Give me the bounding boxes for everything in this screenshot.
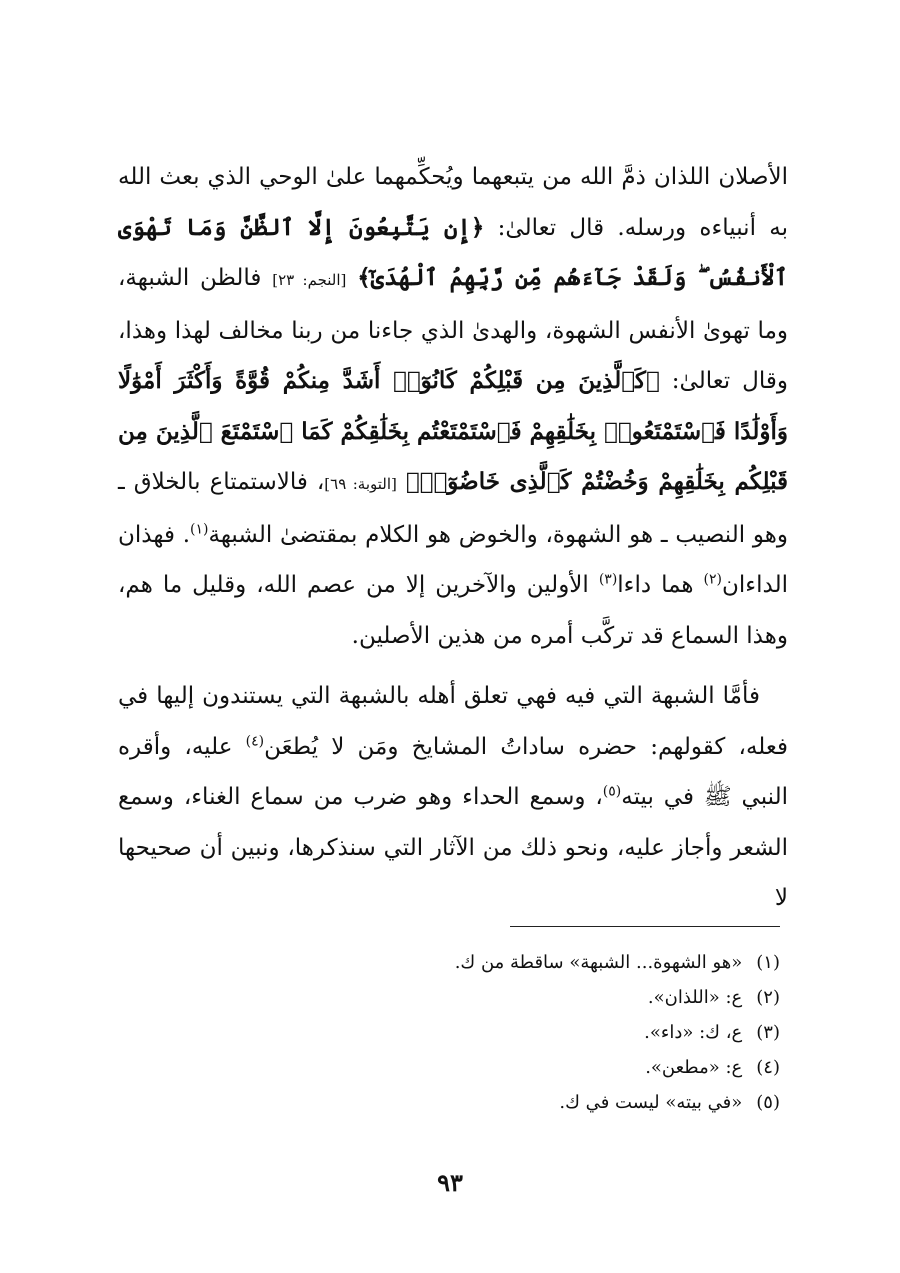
footnote-3 (300, 1015, 780, 1050)
footnotes (300, 945, 780, 1120)
text-run: الأولين والآخرين إلا من عصم الله، وقليل ما هم، وهذا السماع قد تركَّب أمره من هذين الأصلين. (118, 572, 788, 649)
footnote-text: ع: «اللذان». (647, 987, 743, 1008)
footnote-number: (٤) (756, 1057, 780, 1078)
paragraph-1 (118, 152, 788, 661)
text-run: . فهذان الداءان (118, 521, 788, 598)
footnote-text: ع، ك: «داء». (644, 1022, 743, 1043)
verse-citation: [التوبة: ٦٩] (324, 475, 397, 493)
footnote-2 (300, 980, 780, 1015)
footnote-1 (300, 945, 780, 980)
paragraph-2 (118, 671, 788, 924)
main-text (118, 152, 788, 924)
text-run: عليه، وأقره النبي ﷺ في بيته (118, 733, 788, 810)
text-run: ، فالاستمتاع بالخلاق ـ وهو النصيب ـ هو الشهوة، والخوض هو الكلام بمقتضىٰ الشبهة (118, 469, 789, 548)
text-run: هما داءا (617, 572, 704, 598)
footnote-number: (٣) (756, 1022, 780, 1043)
page-number: ٩٣ (437, 1168, 463, 1197)
text-run: فأمَّا الشبهة التي فيه فهي تعلق أهله بالشبهة التي يستندون إليها في فعله، كقولهم: حضره ساداتُ المشايخ ومَن لا يُطعَن (118, 683, 788, 760)
text-run: الأصلان اللذان ذمَّ الله من يتبعهما ويُحكِّمهما علىٰ الوحي الذي بعث الله به أنبياءه ورسله. قال تعالىٰ: (118, 164, 788, 241)
footnote-text: «هو الشهوة... الشبهة» ساقطة من ك. (454, 952, 743, 973)
footnote-ref-1[interactable]: (١) (190, 520, 209, 537)
footnote-number: (٢) (756, 987, 780, 1008)
footnote-ref-2[interactable]: (٢) (703, 571, 723, 588)
footnote-ref-3[interactable]: (٣) (598, 571, 618, 588)
footnote-5 (300, 1085, 780, 1120)
text-run: ، وسمع الحداء وهو ضرب من سماع الغناء، وسمع الشعر وأجاز عليه، ونحو ذلك من الآثار التي سنذكرها، ونبين أن صحيحها لا (118, 784, 788, 911)
footnote-ref-4[interactable]: (٤) (245, 732, 265, 749)
footnote-number: (٥) (756, 1092, 780, 1113)
footnote-number: (١) (756, 952, 780, 973)
footnote-text: ع: «مطعن». (645, 1057, 743, 1078)
footnote-ref-5[interactable]: (٥) (602, 783, 622, 800)
quran-verse-tawbah: ﴿كَٱلَّذِينَ مِن قَبْلِكُمْ كَانُوٓا۟ أَشَدَّ مِنكُمْ قُوَّةً وَأَكْثَرَ أَمْوَٰلًا وَأَوْلَٰدًا فَٱسْتَمْتَعُوا۟ بِخَلَٰقِهِمْ فَٱسْتَمْتَعْتُم بِخَلَٰقِكُمْ كَمَا ٱسْتَمْتَعَ ٱلَّذِينَ مِن قَبْلِكُم بِخَلَٰقِهِمْ وَخُضْتُمْ كَٱلَّذِى خَاضُوٓا۟﴾ (118, 367, 789, 495)
verse-citation: [النجم: ٢٣] (272, 271, 347, 289)
footnote-text: «في بيته» ليست في ك. (559, 1092, 743, 1113)
quran-verse-najm: ﴿إِن يَتَّبِعُونَ إِلَّا ٱلظَّنَّ وَمَا تَهْوَى ٱلْأَنفُسُ ۖ وَلَقَدْ جَآءَهُم مِّن رَّبِّهِمُ ٱلْهُدَىٰٓ﴾ (118, 213, 788, 291)
footnote-separator (510, 926, 780, 927)
footnote-4 (300, 1050, 780, 1085)
text-run: فالظن الشبهة، وما تهوىٰ الأنفس الشهوة، والهدىٰ الذي جاءنا من ربنا مخالف لهذا وهذا، وقال تعالىٰ: (118, 265, 788, 394)
